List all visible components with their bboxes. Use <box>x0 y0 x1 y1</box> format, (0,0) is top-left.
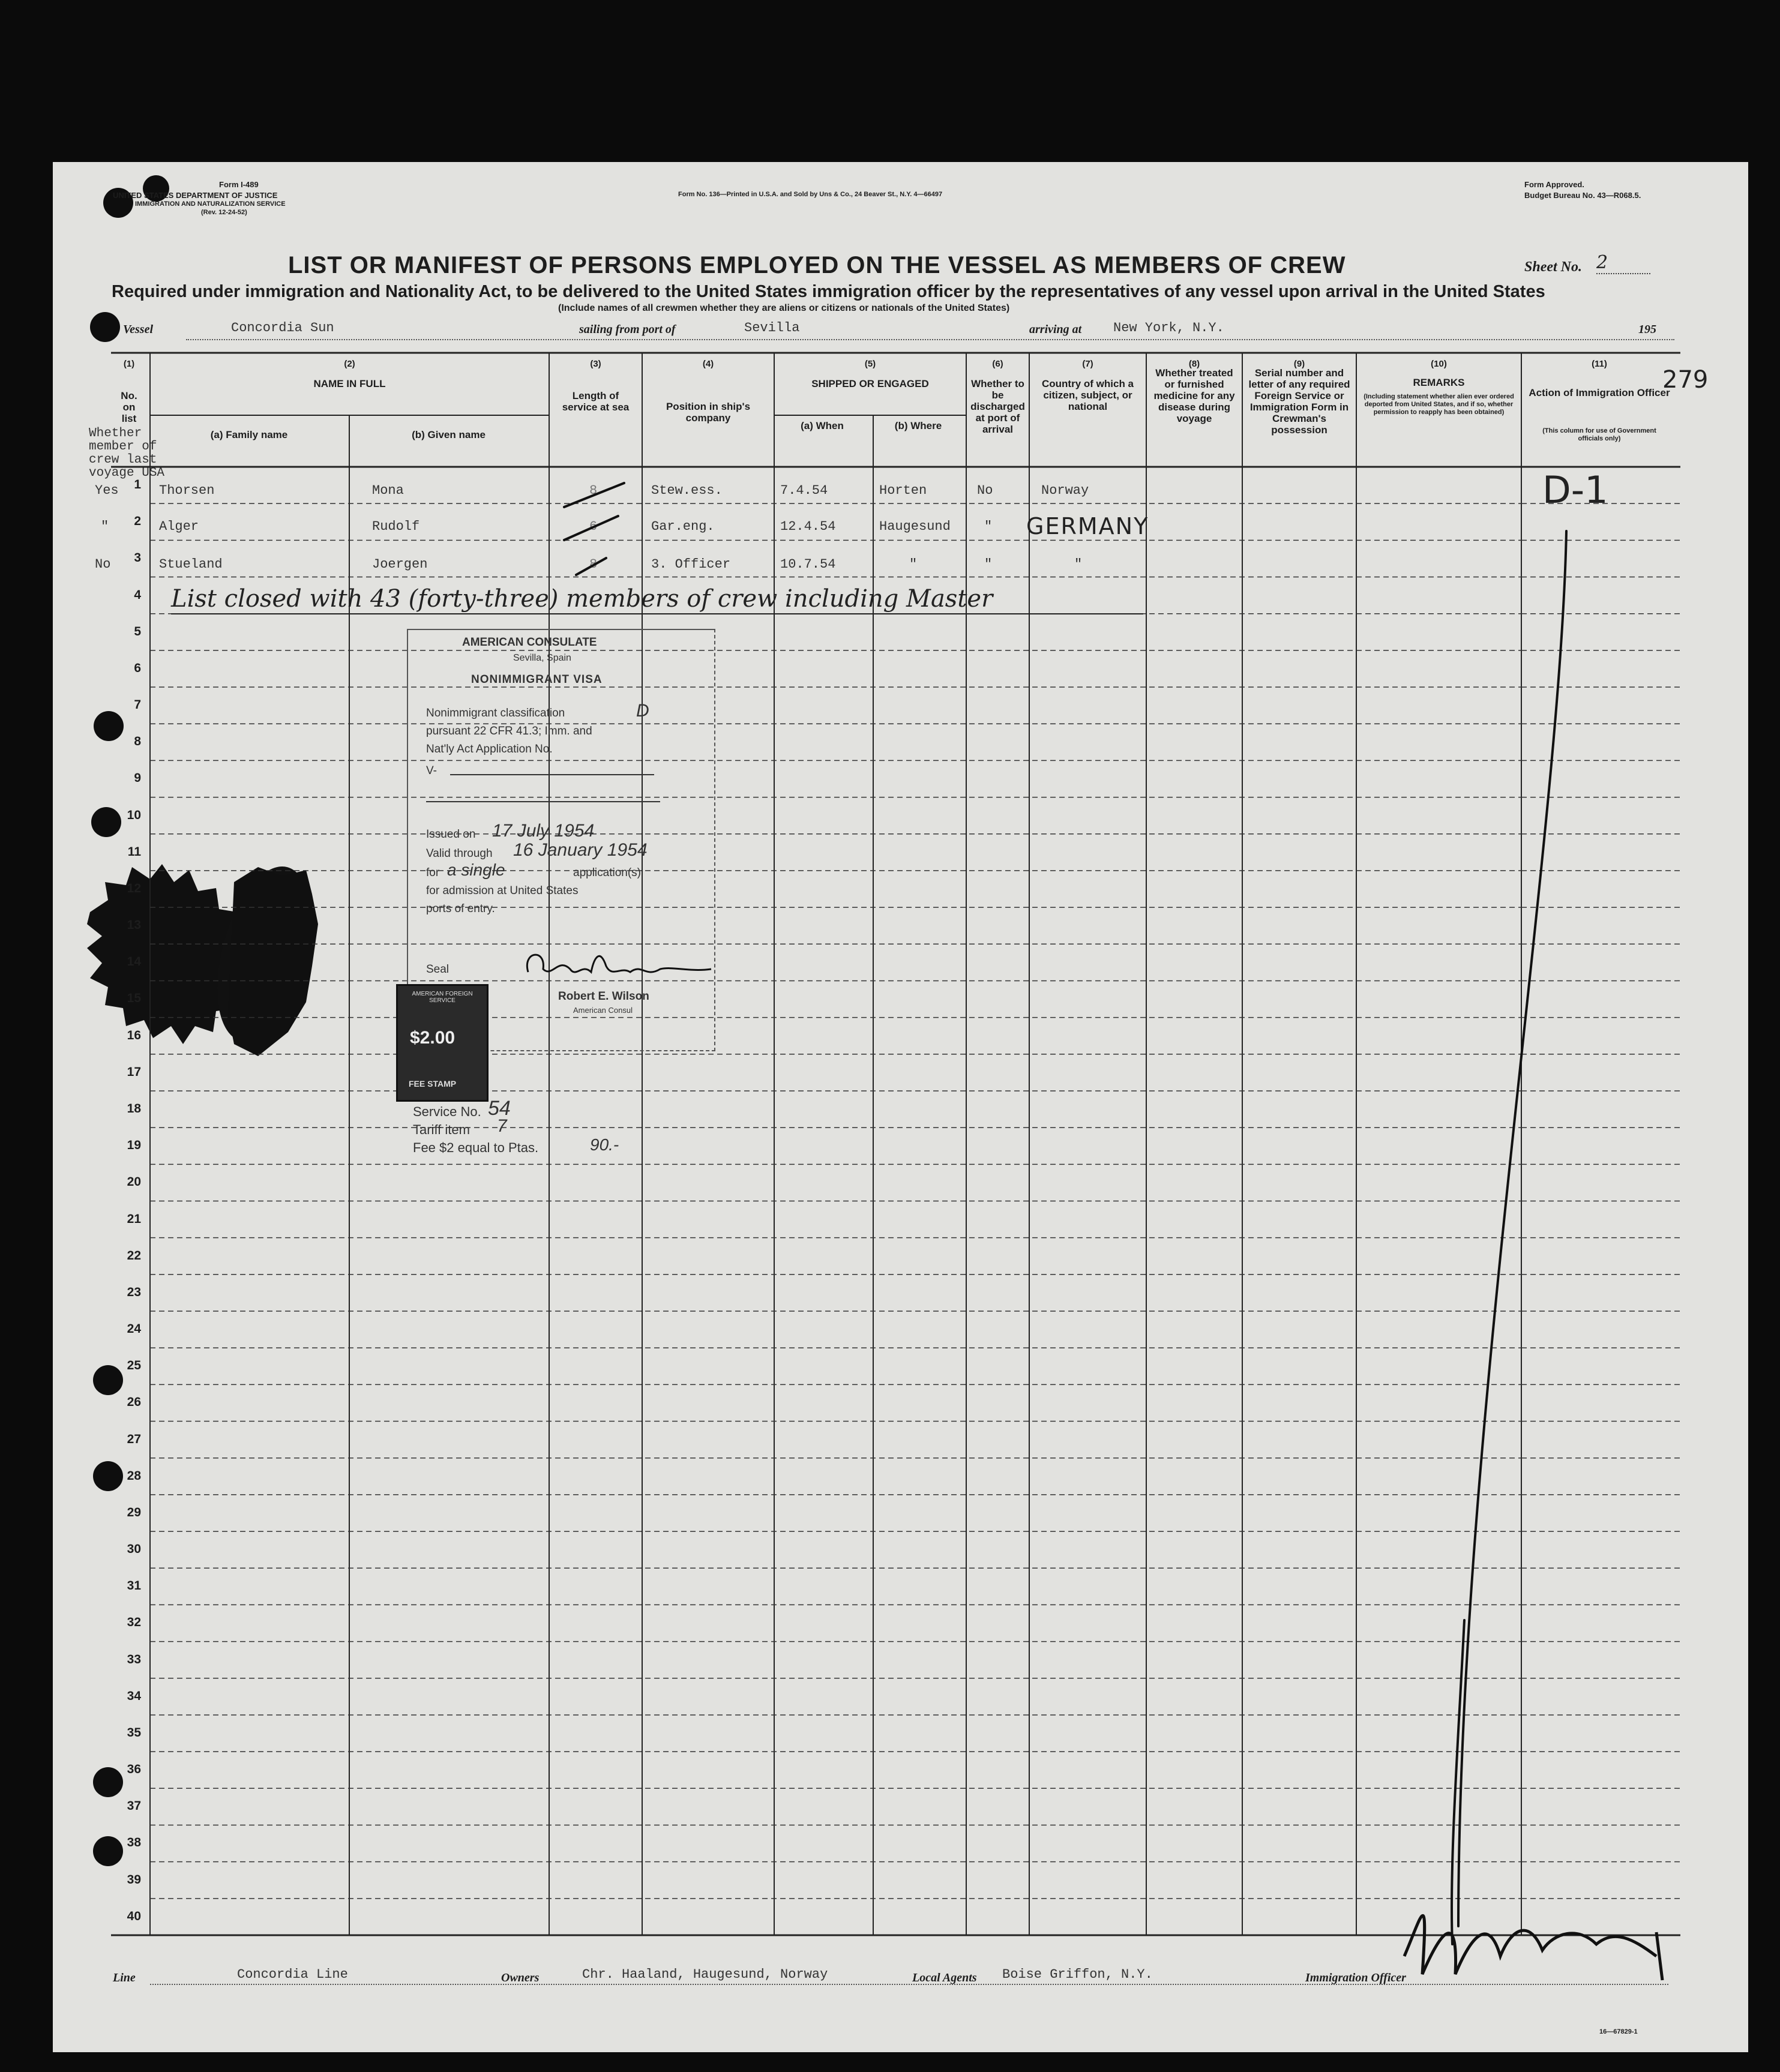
col-4-num: (4) <box>702 359 714 369</box>
row-number: 40 <box>127 1909 141 1923</box>
row-number: 22 <box>127 1248 141 1263</box>
stamp-classification-label: Nonimmigrant classification <box>426 707 565 719</box>
row-number: 14 <box>127 955 141 969</box>
row-number: 23 <box>127 1285 141 1299</box>
fee-stamp <box>396 984 489 1102</box>
col-2-num: (2) <box>344 359 355 369</box>
sheet-label: Sheet No. <box>1524 259 1582 275</box>
service-label: Service No. <box>413 1104 481 1119</box>
col-7-header: Country of which a citizen, subject, or national <box>1042 378 1134 412</box>
budget-bureau: Budget Bureau No. 43—R068.5. <box>1524 191 1641 200</box>
row-number: 4 <box>134 587 141 602</box>
fee-stamp-top: AMERICAN FOREIGN SERVICE <box>412 991 473 1004</box>
discharged: " <box>984 519 993 534</box>
stamp-valid: 16 January 1954 <box>513 840 648 860</box>
row-number: 18 <box>127 1101 141 1116</box>
vessel-label: Vessel <box>123 323 153 336</box>
country: " <box>1074 557 1083 572</box>
row-number: 6 <box>134 661 141 675</box>
fee-stamp-value: $2.00 <box>410 1028 456 1048</box>
row-number: 32 <box>127 1615 141 1630</box>
fee-stamp-bottom: FEE STAMP <box>409 1079 457 1089</box>
col-11-header: Action of Immigration Officer <box>1529 387 1670 398</box>
row-number: 31 <box>127 1579 141 1593</box>
stamp-for-label: for <box>426 866 440 879</box>
col-2-header: NAME IN FULL <box>313 378 386 389</box>
row-number: 12 <box>127 881 141 895</box>
row-number: 29 <box>127 1505 141 1519</box>
prev-voyage: No <box>95 557 111 572</box>
tariff-label: Tariff item <box>413 1122 470 1137</box>
row-number: 25 <box>127 1359 141 1373</box>
footer-rule <box>150 1984 1668 1985</box>
sailing-label: sailing from port of <box>579 323 676 336</box>
length-of-service: 8 <box>589 483 598 498</box>
col-11-note: (This column for use of Government officials only) <box>1542 427 1656 442</box>
service-name: IMMIGRATION AND NATURALIZATION SERVICE <box>135 200 286 208</box>
row-number: 33 <box>127 1652 141 1666</box>
arriving-label: arriving at <box>1029 323 1082 336</box>
row-number: 27 <box>127 1432 141 1446</box>
given-name: Rudolf <box>372 519 420 534</box>
length-of-service: 8 <box>589 557 598 572</box>
row-number: 10 <box>127 808 141 822</box>
stamp-admission: for admission at United States <box>426 884 579 897</box>
given-name: Joergen <box>372 557 428 572</box>
position: Gar.eng. <box>651 519 715 534</box>
country: GERMANY <box>1026 513 1149 539</box>
arrival-port: New York, N.Y. <box>1113 320 1224 335</box>
form-number: Form I-489 <box>219 180 259 189</box>
fee-value: 90.- <box>590 1135 619 1154</box>
col-6-header: Whether to be discharged at port of arrival <box>970 378 1025 435</box>
row-number: 8 <box>134 734 141 749</box>
line-label: Line <box>113 1971 136 1984</box>
shipped-when: 10.7.54 <box>780 557 836 572</box>
col-1-num: (1) <box>123 359 135 369</box>
shipped-when: 12.4.54 <box>780 519 836 534</box>
stamp-pursuant: pursuant 22 CFR 41.3; Imm. and <box>426 725 592 737</box>
row-number: 9 <box>134 771 141 785</box>
position: 3. Officer <box>651 557 731 572</box>
row-number: 11 <box>127 844 141 859</box>
col-3-num: (3) <box>590 359 601 369</box>
row-number: 38 <box>127 1836 141 1850</box>
row-number: 16 <box>127 1028 141 1042</box>
position: Stew.ess. <box>651 483 723 498</box>
col-3-header: Length of service at sea <box>562 390 630 413</box>
revision: (Rev. 12-24-52) <box>201 209 247 216</box>
officer-signature-icon <box>1404 1915 1662 1980</box>
col-8-header: Whether treated or furnished medicine for any disease during voyage <box>1153 367 1235 424</box>
row-number: 7 <box>134 698 141 712</box>
closing-note: List closed with 43 (forty-three) members of crew including Master <box>171 585 993 613</box>
margin-note: Whether member of crew last voyage USA <box>89 427 165 480</box>
include-note: (Include names of all crewmen whether they are aliens or citizens or nationals of the United States) <box>558 303 1010 313</box>
stamp-for-value: a single <box>447 860 505 879</box>
stamp-v-label: V- <box>426 764 437 777</box>
closing-note-underline <box>171 613 1143 614</box>
sheet-number: 2 <box>1596 252 1650 274</box>
col-1-header: No. on list <box>121 390 137 424</box>
col-11-num: (11) <box>1592 359 1607 369</box>
stamp-signer: Robert E. Wilson <box>558 990 649 1003</box>
stamp-v-line <box>450 774 654 775</box>
stamp-nat-act: Nat'ly Act Application No. <box>426 743 553 755</box>
agents-label: Local Agents <box>912 1971 977 1984</box>
col-5-num: (5) <box>864 359 876 369</box>
service-number: 54 <box>488 1097 511 1120</box>
row-number: 39 <box>127 1872 141 1887</box>
stamp-issued-label: Issued on <box>426 828 476 841</box>
stamp-visa-type: NONIMMIGRANT VISA <box>471 673 603 686</box>
row-number: 1 <box>134 478 141 491</box>
stamp-city: Sevilla, Spain <box>513 653 571 663</box>
shipped-when: 7.4.54 <box>780 483 828 498</box>
row-number: 19 <box>127 1138 141 1153</box>
row-number: 24 <box>127 1322 141 1336</box>
discharged: No <box>977 483 993 498</box>
row-number: 37 <box>127 1799 141 1813</box>
given-name: Mona <box>372 483 404 498</box>
stamp-divider <box>426 801 660 802</box>
row-number: 20 <box>127 1175 141 1189</box>
stamp-signer-title: American Consul <box>573 1006 633 1015</box>
prev-voyage: " <box>101 519 109 534</box>
length-of-service: 6 <box>589 519 598 534</box>
fee-label: Fee $2 equal to Ptas. <box>413 1140 539 1155</box>
printer-note: Form No. 136—Printed in U.S.A. and Sold by Uns & Co., 24 Beaver St., N.Y. 4—66497 <box>678 191 943 198</box>
col-5b-header: (b) Where <box>894 420 942 431</box>
consulate-visa-stamp <box>407 629 715 1089</box>
country: Norway <box>1041 483 1089 498</box>
vessel-name: Concordia Sun <box>231 320 334 335</box>
col-10-header: REMARKS <box>1413 377 1465 388</box>
stamp-classification: D <box>636 701 649 721</box>
col-9-num: (9) <box>1293 359 1305 369</box>
row-number: 28 <box>127 1468 141 1483</box>
row-number: 15 <box>127 991 141 1006</box>
col-9-header: Serial number and letter of any required Foreign Service or Immigration Form in Crewman's possession <box>1248 367 1350 436</box>
row-number: 13 <box>127 918 141 932</box>
row-number: 17 <box>127 1065 141 1079</box>
family-name: Alger <box>159 519 199 534</box>
form-title: LIST OR MANIFEST OF PERSONS EMPLOYED ON THE VESSEL AS MEMBERS OF CREW <box>288 252 1346 278</box>
row-number: 26 <box>127 1395 141 1410</box>
local-agents: Boise Griffon, N.Y. <box>1002 1967 1153 1982</box>
stamp-applications: application(s) <box>573 866 641 879</box>
form-code: 16—67829-1 <box>1599 2028 1638 2035</box>
col-10-note: (Including statement whether alien ever ordered deported from United States, and if so, whether permission to reapply has been obtained) <box>1364 393 1514 416</box>
shipped-where: Haugesund <box>879 519 951 534</box>
stamp-ports: ports of entry. <box>426 902 495 915</box>
officer-label: Immigration Officer <box>1305 1971 1406 1984</box>
legal-requirement: Required under immigration and Nationality Act, to be delivered to the United States immigration officer by the representatives of any vessel upon arrival in the United States <box>112 282 1545 301</box>
col-2b-header: (b) Given name <box>412 429 486 440</box>
row-number: 35 <box>127 1725 141 1740</box>
port-of-departure: Sevilla <box>744 320 800 335</box>
year-label: 195 <box>1638 323 1656 336</box>
stamp-issued: 17 July 1954 <box>492 821 595 841</box>
prev-voyage: Yes <box>95 483 119 498</box>
col-10-num: (10) <box>1431 359 1447 369</box>
stamp-valid-label: Valid through <box>426 847 493 860</box>
col-7-num: (7) <box>1082 359 1093 369</box>
row-number: 21 <box>127 1212 141 1226</box>
owners-label: Owners <box>501 1971 540 1984</box>
family-name: Stueland <box>159 557 223 572</box>
col-8-num: (8) <box>1188 359 1200 369</box>
col-5a-header: (a) When <box>801 420 844 431</box>
row-number: 30 <box>127 1542 141 1557</box>
form-approved: Form Approved. <box>1524 180 1584 189</box>
col-4-header: Position in ship's company <box>666 401 751 424</box>
row-number: 3 <box>134 551 141 565</box>
page-number: 279 <box>1662 366 1709 394</box>
shipped-where: " <box>909 557 918 572</box>
owners: Chr. Haaland, Haugesund, Norway <box>582 1967 828 1982</box>
stamp-office: AMERICAN CONSULATE <box>462 636 597 649</box>
row-number: 36 <box>127 1762 141 1777</box>
row-number: 5 <box>134 624 141 638</box>
consul-signature-icon <box>516 945 714 987</box>
tariff-item: 7 <box>497 1116 507 1136</box>
col-2a-header: (a) Family name <box>210 429 288 440</box>
stamp-seal-label: Seal <box>426 963 450 976</box>
row-number: 34 <box>127 1689 141 1703</box>
col-6-num: (6) <box>992 359 1003 369</box>
col-5-header: SHIPPED OR ENGAGED <box>811 378 929 389</box>
row-number: 2 <box>134 514 141 529</box>
discharged: " <box>984 557 993 572</box>
shipped-where: Horten <box>879 483 927 498</box>
family-name: Thorsen <box>159 483 215 498</box>
department: UNITED STATES DEPARTMENT OF JUSTICE <box>113 191 278 200</box>
shipping-line: Concordia Line <box>237 1967 348 1982</box>
immigration-action: D-1 <box>1542 468 1608 512</box>
